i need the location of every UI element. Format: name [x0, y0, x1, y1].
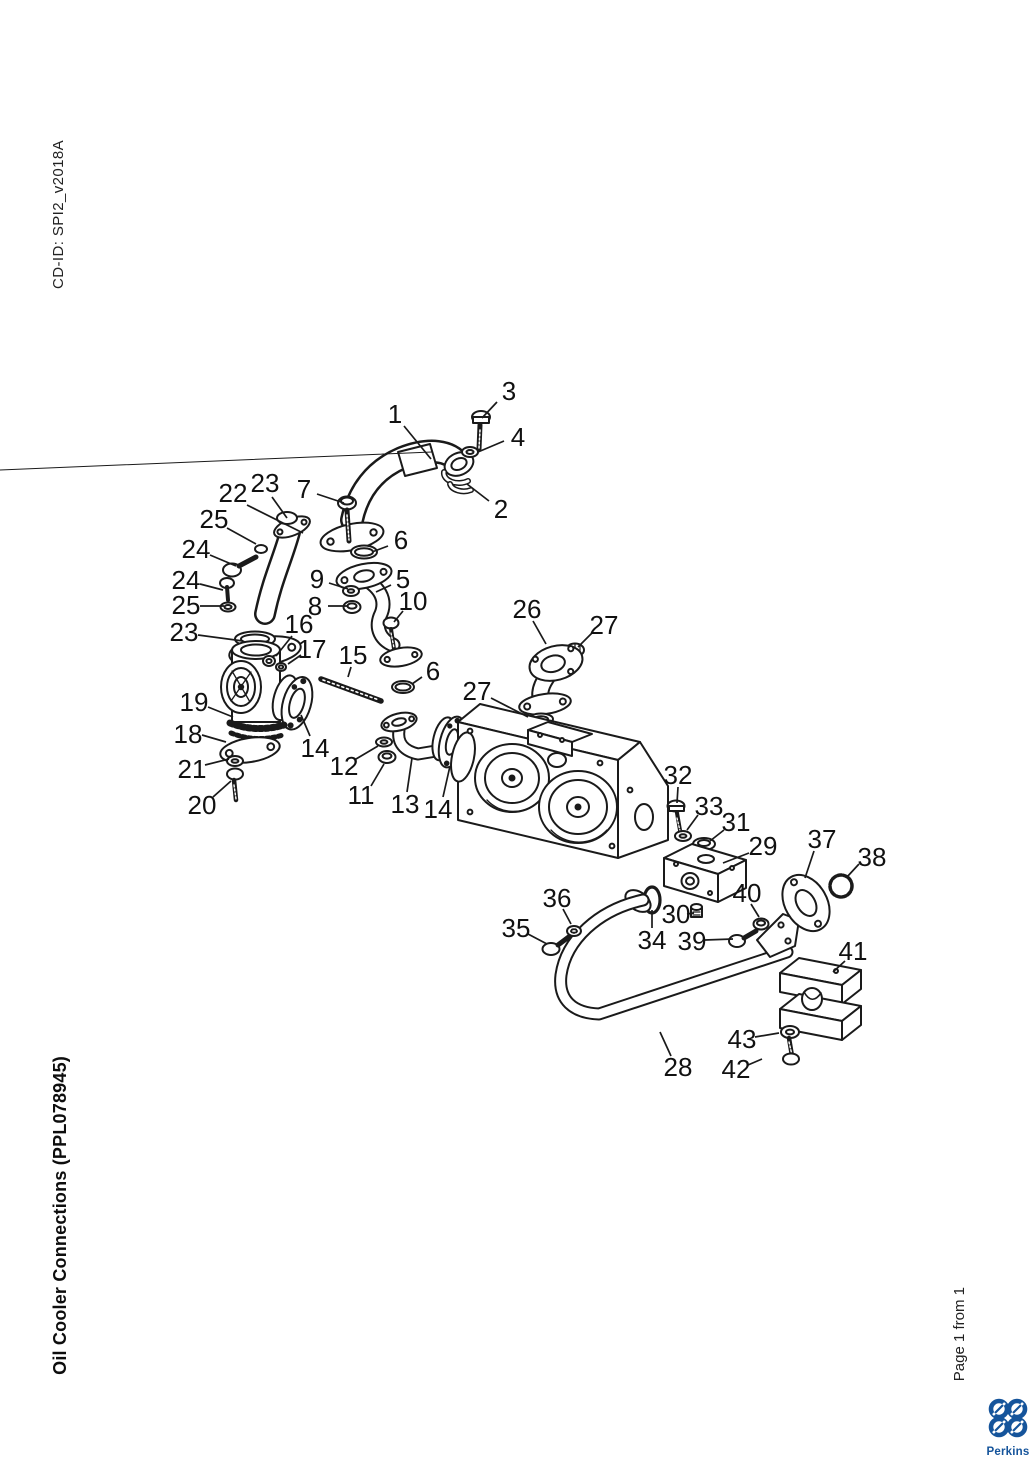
callout-label-29: 29 [748, 831, 778, 861]
callout-label-27: 27 [462, 676, 492, 706]
callout-label-35: 35 [501, 913, 531, 943]
callout-label-7: 7 [296, 474, 312, 504]
callout-leader-43 [755, 1033, 779, 1037]
callout-label-36: 36 [542, 883, 572, 913]
callout-label-23: 23 [250, 468, 280, 498]
callout-label-31: 31 [721, 807, 751, 837]
callout-leader-25 [227, 528, 256, 544]
callout-label-4: 4 [510, 422, 526, 452]
callout-label-8: 8 [307, 591, 323, 621]
callout-leader-4 [478, 441, 504, 452]
callout-label-21: 21 [177, 754, 207, 784]
callout-label-22: 22 [218, 478, 248, 508]
callout-label-2: 2 [493, 494, 509, 524]
callout-label-19: 19 [179, 687, 209, 717]
callout-label-6: 6 [425, 656, 441, 686]
callout-label-5: 5 [395, 564, 411, 594]
callout-label-39: 39 [677, 926, 707, 956]
callout-label-33: 33 [694, 791, 724, 821]
callout-label-11: 11 [347, 780, 375, 810]
callout-leader-18 [202, 735, 226, 742]
callout-label-6: 6 [393, 525, 409, 555]
callout-label-20: 20 [187, 790, 217, 820]
callout-leader-24 [210, 555, 236, 566]
callout-leader-6 [412, 677, 422, 684]
callout-leader-35 [528, 934, 547, 944]
callout-label-14: 14 [300, 733, 330, 763]
callout-leader-14 [443, 766, 450, 797]
callout-label-28: 28 [663, 1052, 693, 1082]
brand-name: Perkins [986, 1446, 1030, 1458]
callout-label-25: 25 [171, 590, 201, 620]
page-title: Oil Cooler Connections (PPL078945) [50, 1056, 70, 1375]
callout-leader-13 [407, 758, 412, 792]
callout-label-12: 12 [329, 751, 359, 781]
callout-label-34: 34 [637, 925, 667, 955]
callout-label-41: 41 [838, 936, 868, 966]
part-elbow-26 [518, 640, 587, 725]
callout-label-15: 15 [338, 640, 368, 670]
part-clamp-blocks-41 [780, 958, 861, 1065]
callout-leader-26 [533, 621, 546, 644]
callout-leader-39 [705, 939, 733, 940]
callout-label-38: 38 [857, 842, 887, 872]
part-oil-cooler-block [447, 704, 668, 858]
brand-mark [985, 1396, 1031, 1458]
callout-label-24: 24 [181, 534, 211, 564]
callout-label-32: 32 [663, 760, 693, 790]
callout-label-43: 43 [727, 1024, 757, 1054]
callout-label-18: 18 [173, 719, 203, 749]
callout-label-1: 1 [387, 399, 403, 429]
callout-label-42: 42 [721, 1054, 751, 1084]
callout-label-3: 3 [501, 376, 517, 406]
callout-label-40: 40 [732, 878, 762, 908]
callout-leader-12 [356, 746, 378, 759]
callout-label-26: 26 [512, 594, 542, 624]
callout-label-14: 14 [423, 794, 453, 824]
callout-label-17: 17 [297, 634, 327, 664]
callout-leader-21 [205, 759, 229, 765]
callout-label-13: 13 [390, 789, 420, 819]
callout-leader-37 [805, 851, 814, 878]
callout-label-30: 30 [661, 899, 691, 929]
callout-label-16: 16 [284, 609, 314, 639]
part-stud-15 [321, 679, 381, 701]
cd-id-label: CD-ID: SPI2_v2018A [50, 140, 67, 289]
perkins-logo-icon [986, 1396, 1030, 1440]
page-number-label: Page 1 from 1 [951, 1287, 968, 1382]
callout-label-23: 23 [169, 617, 199, 647]
callout-label-24: 24 [171, 565, 201, 595]
callout-label-27: 27 [589, 610, 619, 640]
callout-label-9: 9 [309, 564, 325, 594]
callout-label-25: 25 [199, 504, 229, 534]
callout-label-10: 10 [398, 586, 428, 616]
callout-label-37: 37 [807, 824, 837, 854]
